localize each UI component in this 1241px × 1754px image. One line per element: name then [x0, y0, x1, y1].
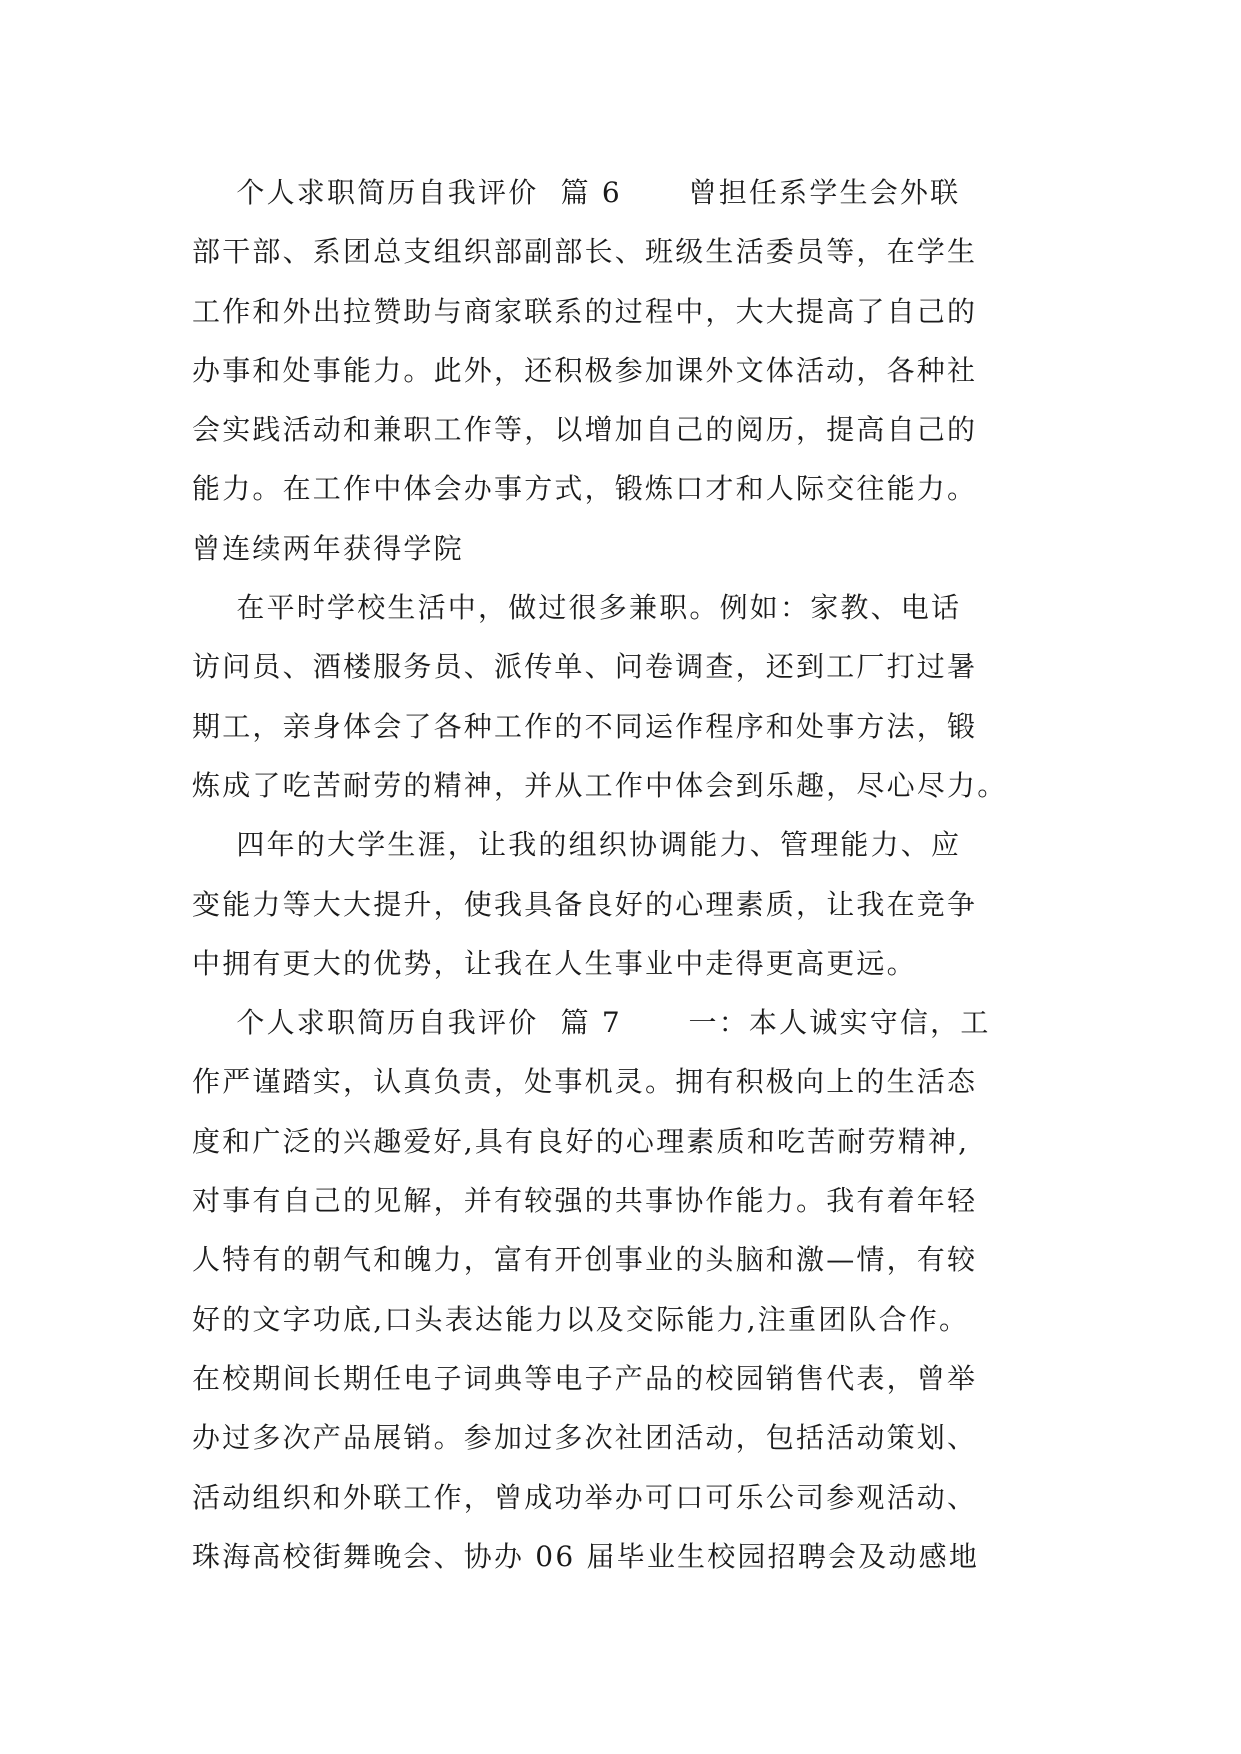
text-line: 访问员、酒楼服务员、派传单、问卷调查，还到工厂打过暑 [192, 650, 978, 684]
text-line: 在平时学校生活中，做过很多兼职。例如：家教、电话 [192, 591, 962, 625]
text-line: 四年的大学生涯，让我的组织协调能力、管理能力、应 [192, 828, 962, 862]
text-line: 在校期间长期任电子词典等电子产品的校园销售代表，曾举 [192, 1361, 978, 1395]
text-line: 人特有的朝气和魄力，富有开创事业的头脑和激—情，有较 [192, 1243, 978, 1277]
text-line: 工作和外出拉赞助与商家联系的过程中，大大提高了自己的 [192, 294, 978, 328]
text-line: 度和广泛的兴趣爱好,具有良好的心理素质和吃苦耐劳精神, [192, 1124, 970, 1158]
document-body [192, 163, 1072, 1586]
text-line: 曾连续两年获得学院 [192, 531, 464, 565]
text-line: 对事有自己的见解，并有较强的共事协作能力。我有着年轻 [192, 1184, 978, 1218]
text-line: 珠海高校街舞晚会、协办 06 届毕业生校园招聘会及动感地 [192, 1539, 980, 1573]
text-line: 会实践活动和兼职工作等，以增加自己的阅历，提高自己的 [192, 413, 978, 447]
text-line: 能力。在工作中体会办事方式，锻炼口才和人际交往能力。 [192, 472, 978, 506]
text-line: 炼成了吃苦耐劳的精神，并从工作中体会到乐趣，尽心尽力。 [192, 768, 1008, 802]
text-line: 个人求职简历自我评价 篇 7 一：本人诚实守信，工 [192, 1006, 991, 1040]
text-line: 中拥有更大的优势，让我在人生事业中走得更高更远。 [192, 946, 917, 980]
text-line: 活动组织和外联工作，曾成功举办可口可乐公司参观活动、 [192, 1480, 978, 1514]
text-line: 作严谨踏实，认真负责，处事机灵。拥有积极向上的生活态 [192, 1065, 978, 1099]
text-line: 变能力等大大提升，使我具备良好的心理素质，让我在竞争 [192, 887, 978, 921]
text-line: 办事和处事能力。此外，还积极参加课外文体活动，各种社 [192, 353, 978, 387]
text-line: 期工，亲身体会了各种工作的不同运作程序和处事方法，锻 [192, 709, 978, 743]
text-line: 部干部、系团总支组织部副部长、班级生活委员等，在学生 [192, 235, 978, 269]
text-line: 好的文字功底,口头表达能力以及交际能力,注重团队合作。 [192, 1302, 970, 1336]
text-line: 办过多次产品展销。参加过多次社团活动，包括活动策划、 [192, 1421, 978, 1455]
text-line: 个人求职简历自我评价 篇 6 曾担任系学生会外联 [192, 176, 961, 209]
